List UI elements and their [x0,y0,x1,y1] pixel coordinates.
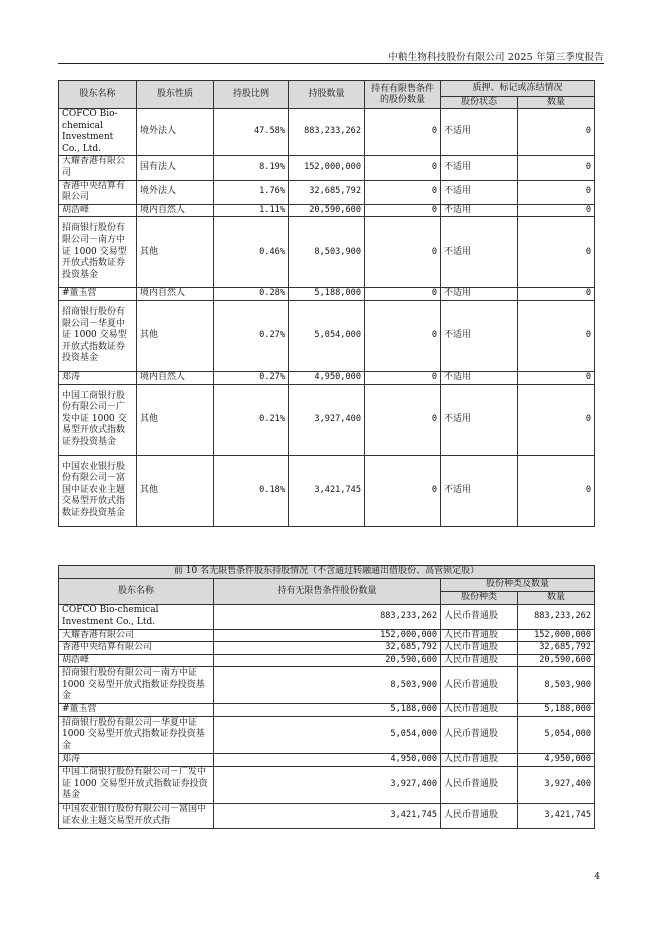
pledge-status: 不适用 [441,180,518,204]
restricted-quantity: 0 [365,204,441,217]
shareholder-name: 郑涛 [59,371,137,384]
pledge-status: 不适用 [441,384,518,455]
running-header: 中粮生物科技股份有限公司 2025 年第三季度报告 [388,52,604,63]
holding-quantity: 883,233,262 [289,109,365,156]
table-row [59,371,595,384]
shareholder-name: 胡浩峰 [59,204,137,217]
unrestricted-quantity: 152,000,000 [214,629,441,642]
restricted-quantity: 0 [365,455,441,526]
col-header-restricted: 持有有限售条件的股份数量 [365,81,441,109]
shareholder-nature: 国有法人 [137,156,214,180]
share-type: 人民币普通股 [441,753,518,766]
shareholder-name: 胡浩峰 [59,654,214,667]
share-quantity: 3,421,745 [518,803,595,828]
holding-ratio: 0.21% [214,384,289,455]
share-quantity: 32,685,792 [518,642,595,655]
shareholder-name: 香港中央结算有限公司 [59,180,137,204]
restricted-quantity: 0 [365,384,441,455]
shareholder-nature: 境内自然人 [137,204,214,217]
col-header-quantity: 持股数量 [289,81,365,109]
col-header-nature: 股东性质 [137,81,214,109]
col-header-unrestricted-quantity: 持有无限售条件股份数量 [214,579,441,605]
table-row [59,288,595,301]
share-quantity: 883,233,262 [518,604,595,629]
share-type: 人民币普通股 [441,803,518,828]
unrestricted-shareholders-table [58,565,595,829]
unrestricted-quantity: 883,233,262 [214,604,441,629]
pledge-status: 不适用 [441,109,518,156]
shareholder-name: 中国工商银行股份有限公司－广发中证 1000 交易型开放式指数证券投资基金 [59,766,214,803]
table-row [59,109,595,156]
restricted-quantity: 0 [365,180,441,204]
top10-table-body [59,109,595,527]
holding-quantity: 32,685,792 [289,180,365,204]
col-header-type-group: 股份种类及数量 [441,579,595,592]
holding-ratio: 8.19% [214,156,289,180]
holding-ratio: 1.76% [214,180,289,204]
share-type: 人民币普通股 [441,716,518,753]
share-type: 人民币普通股 [441,766,518,803]
table-row [59,716,595,753]
holding-ratio: 1.11% [214,204,289,217]
share-quantity: 3,927,400 [518,766,595,803]
pledge-quantity: 0 [518,156,595,180]
unrestricted-quantity: 4,950,000 [214,753,441,766]
table-row [59,204,595,217]
pledge-quantity: 0 [518,455,595,526]
shareholder-name: 招商银行股份有限公司－南方中证 1000 交易型开放式指数证券投资基金 [59,217,137,288]
shareholder-nature: 境外法人 [137,180,214,204]
shareholder-name: 中国农业银行股份有限公司－富国中证农业主题交易型开放式指数证券投资基金 [59,455,137,526]
shareholder-nature: 境外法人 [137,109,214,156]
holding-quantity: 3,927,400 [289,384,365,455]
holding-ratio: 0.27% [214,300,289,371]
col-header-name: 股东名称 [59,81,137,109]
shareholder-name: COFCO Bio-chemical Investment Co., Ltd. [59,604,214,629]
shareholder-name: 大耀香港有限公司 [59,156,137,180]
table-row [59,604,595,629]
pledge-quantity: 0 [518,217,595,288]
share-type: 人民币普通股 [441,629,518,642]
pledge-quantity: 0 [518,109,595,156]
shareholder-name: 招商银行股份有限公司－华夏中证 1000 交易型开放式指数证券投资基金 [59,716,214,753]
col-header-pledge-group: 质押、标记或冻结情况 [441,81,595,97]
unrestricted-quantity: 3,421,745 [214,803,441,828]
share-quantity: 5,188,000 [518,704,595,717]
restricted-quantity: 0 [365,371,441,384]
shareholder-name: #董玉营 [59,288,137,301]
table-row [59,704,595,717]
pledge-status: 不适用 [441,371,518,384]
share-type: 人民币普通股 [441,642,518,655]
shareholder-name: 招商银行股份有限公司－华夏中证 1000 交易型开放式指数证券投资基金 [59,300,137,371]
holding-ratio: 0.27% [214,371,289,384]
shareholder-nature: 其他 [137,384,214,455]
unrestricted-quantity: 3,927,400 [214,766,441,803]
share-quantity: 4,950,000 [518,753,595,766]
col-header-type: 股份种类 [441,592,518,605]
unrestricted-quantity: 8,503,900 [214,667,441,704]
holding-quantity: 3,421,745 [289,455,365,526]
unrestricted-quantity: 20,590,600 [214,654,441,667]
header-rule [58,63,604,64]
holding-quantity: 8,503,900 [289,217,365,288]
table-row [59,180,595,204]
col-header-pledge-qty: 数量 [518,97,595,109]
shareholder-name: 香港中央结算有限公司 [59,642,214,655]
holding-ratio: 47.58% [214,109,289,156]
pledge-quantity: 0 [518,180,595,204]
shareholder-name: 中国农业银行股份有限公司－富国中证农业主题交易型开放式指 [59,803,214,828]
restricted-quantity: 0 [365,156,441,180]
shareholder-name: #董玉营 [59,704,214,717]
restricted-quantity: 0 [365,300,441,371]
pledge-status: 不适用 [441,288,518,301]
table-row [59,642,595,655]
shareholder-nature: 其他 [137,455,214,526]
holding-quantity: 152,000,000 [289,156,365,180]
holding-ratio: 0.46% [214,217,289,288]
unrestricted-quantity: 5,054,000 [214,716,441,753]
shareholder-nature: 境内自然人 [137,288,214,301]
col-header-name: 股东名称 [59,579,214,605]
page-number: 4 [594,872,600,882]
pledge-status: 不适用 [441,204,518,217]
holding-quantity: 20,590,600 [289,204,365,217]
restricted-quantity: 0 [365,109,441,156]
col-header-type-qty: 数量 [518,592,595,605]
unrestricted-table-body [59,604,595,828]
shareholder-name: 招商银行股份有限公司－南方中证 1000 交易型开放式指数证券投资基金 [59,667,214,704]
table-row [59,156,595,180]
shareholder-name: 大耀香港有限公司 [59,629,214,642]
col-header-ratio: 持股比例 [214,81,289,109]
holding-quantity: 5,054,000 [289,300,365,371]
holding-ratio: 0.18% [214,455,289,526]
pledge-quantity: 0 [518,371,595,384]
table-row [59,455,595,526]
table-row [59,384,595,455]
pledge-status: 不适用 [441,156,518,180]
unrestricted-quantity: 32,685,792 [214,642,441,655]
table-row [59,753,595,766]
share-quantity: 20,590,600 [518,654,595,667]
table-row [59,217,595,288]
share-quantity: 5,054,000 [518,716,595,753]
share-type: 人民币普通股 [441,704,518,717]
shareholder-nature: 其他 [137,217,214,288]
restricted-quantity: 0 [365,217,441,288]
holding-ratio: 0.28% [214,288,289,301]
holding-quantity: 5,188,000 [289,288,365,301]
shareholder-name: 中国工商银行股份有限公司－广发中证 1000 交易型开放式指数证券投资基金 [59,384,137,455]
table-row [59,300,595,371]
share-quantity: 8,503,900 [518,667,595,704]
table-row [59,654,595,667]
share-type: 人民币普通股 [441,654,518,667]
restricted-quantity: 0 [365,288,441,301]
pledge-status: 不适用 [441,217,518,288]
shareholder-nature: 境内自然人 [137,371,214,384]
pledge-quantity: 0 [518,384,595,455]
table-row [59,803,595,828]
share-type: 人民币普通股 [441,604,518,629]
shareholder-nature: 其他 [137,300,214,371]
top10-shareholders-table [58,80,595,527]
pledge-quantity: 0 [518,300,595,371]
shareholder-name: 郑涛 [59,753,214,766]
col-header-pledge-status: 股份状态 [441,97,518,109]
share-quantity: 152,000,000 [518,629,595,642]
pledge-quantity: 0 [518,288,595,301]
share-type: 人民币普通股 [441,667,518,704]
pledge-status: 不适用 [441,455,518,526]
pledge-quantity: 0 [518,204,595,217]
section-title: 前 10 名无限售条件股东持股情况（不含通过转融通出借股份、高管锁定股） [59,566,595,579]
table-row [59,667,595,704]
table-row [59,766,595,803]
holding-quantity: 4,950,000 [289,371,365,384]
unrestricted-quantity: 5,188,000 [214,704,441,717]
table-row [59,629,595,642]
shareholder-name: COFCO Bio-chemical Investment Co., Ltd. [59,109,137,156]
pledge-status: 不适用 [441,300,518,371]
